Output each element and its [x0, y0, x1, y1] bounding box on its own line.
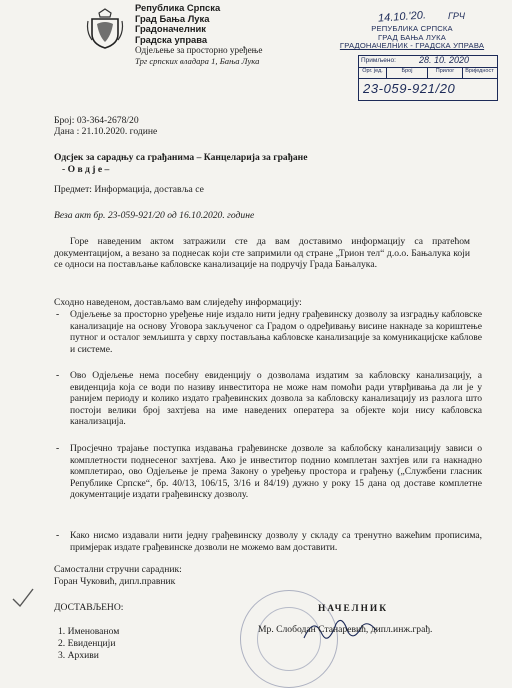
list-item-text: Како нисмо издавали нити једну грађевинску дозволу у складу са тренутно важећим прописима, примјерак издате грађевинске дозволи не можемо вам доставити.	[70, 530, 482, 553]
list-item-text: Одјељење за просторно уређење није издало нити једну грађевинску дозволу за изградњу кабловске канализације на основу Уговора закљученог са Градом о одређивању висине накнаде за кориштење путног и осталог земљишта у сврху постављања кабловске канализације за комуникацијске каблове и системе.	[70, 309, 482, 355]
stamp-header	[326, 25, 498, 51]
letterhead-department: Одјељење за просторно уређење	[135, 45, 263, 56]
letterhead-address: Трг српских владара 1, Бања Лука	[135, 55, 260, 66]
document-date: Дана : 21.10.2020. године	[54, 126, 158, 137]
stamp-republic: РЕПУБЛИКА СРПСКА	[371, 24, 453, 33]
recipient-item: 3. Архиви	[58, 650, 99, 661]
recipient-here: - О в д ј е –	[62, 164, 110, 175]
stamp-city: ГРАД БАЊА ЛУКА	[377, 32, 447, 42]
list-item-text: Ово Одјељење нема посебну евиденцију о дозволама издатим за кабловску канализацију, а евиденција која се води по називу инвеститора не може нам помоћи ради утврђивања да ли је у ранијем периоду и колико издато грађевинских дозвола за кабловску канализацију из разлога што постоји велики број захтјева на име наведених оператера за објекте који нису кабловска канализација.	[70, 370, 482, 427]
recipient-department: Одсјек за сарадњу са грађанима – Канцеларија за грађане	[54, 152, 308, 163]
letterhead-republic: Република Српска	[135, 2, 221, 13]
letterhead-administration: Градска управа	[135, 33, 208, 45]
list-item: - Ово Одјељење нема посебну евиденцију о дозволама издатим за кабловску канализацију, а евиденција која се води по називу инвеститора не може нам помоћи ради утврђивања да ли је у ранијем периоду и колико издато грађевинских дозвола за кабловску канализацију из разлога што постоји велики број захтјева на име наведених оператера за објекте који нису кабловска канализација.	[56, 370, 482, 427]
checkmark-icon	[10, 585, 36, 611]
receipt-stamp	[326, 11, 498, 99]
coat-of-arms-icon	[86, 6, 124, 50]
stamp-received-date: 28. 10. 2020	[419, 55, 470, 65]
stamp-col-attach: Прилог	[428, 68, 463, 78]
stamp-grid	[358, 55, 498, 101]
recipient-item: 2. Евиденцији	[58, 638, 116, 649]
stamp-registration-number: 23-059-921/20	[363, 81, 456, 96]
stamp-received-label: Примљено:	[361, 57, 396, 64]
chief-title: НАЧЕЛНИК	[318, 604, 389, 614]
intro-paragraph: Горе наведеним актом затражили сте да вам доставимо информацију са пратећом документацијом, а везано за поднесак који сте запримили од стране „Трион тел“ д.о.о. Бањалука који се односи на постављање кабловске канализације на подручју Града Бањалука.	[54, 236, 470, 271]
letterhead-city: Град Бања Лука	[135, 12, 210, 24]
stamp-col-value: Вриједност	[465, 68, 494, 74]
list-item: - Како нисмо издавали нити једну грађевинску дозволу у складу са тренутно важећим прописима, примјерак издате грађевинске дозволи не можемо вам доставити.	[56, 530, 482, 553]
stamp-administration: ГРАДОНАЧЕЛНИК - ГРАДСКА УПРАВА	[339, 41, 485, 51]
list-item: - Одјељење за просторно уређење није издало нити једну грађевинску дозволу за изградњу кабловске канализације на основу Уговора закљученог са Градом о одређивању висине накнаде за кориштење путног и осталог земљишта у сврху постављања кабловске канализације за комуникацијске каблове и системе.	[56, 309, 482, 355]
chief-name: Мр. Слободан Станаревић, дипл.инж.грађ.	[258, 624, 433, 635]
reference-line: Веза акт бр. 23-059-921/20 од 16.10.2020. године	[54, 210, 255, 221]
lead-sentence: Сходно наведеном, достављамо вам слиједећу информацију:	[54, 297, 302, 308]
letterhead	[135, 3, 262, 67]
stamp-received-row	[359, 56, 497, 68]
letterhead-mayor: Градоначелник	[135, 23, 206, 35]
advisor-name: Горан Чуковић, дипл.правник	[54, 576, 176, 587]
stamp-number-row	[359, 79, 497, 99]
stamp-col-org: Орг. јед.	[359, 68, 387, 78]
recipient-item: 1. Именованом	[58, 626, 120, 637]
delivered-heading: ДОСТАВЉЕНО:	[54, 602, 124, 613]
advisor-label: Самостални стручни сарадник:	[54, 564, 182, 575]
list-item-text: Просјечно трајање поступка издавања грађевинске дозволе за каблобску канализацију зависи о комплетности поднесеног захтјева. Ако је инвеститор поднио комплетан захтјев или га накнадно комплетирао, ово Одјељење је према Закону о уређењу простора и грађењу („Службени гласник Републике Српске“, бр. 40/13, 106/15, 3/16 и 84/19) дужно у року 15 дана од доставе комплетне документације издати грађевинску дозволу.	[70, 443, 482, 500]
document-number: Број: 03-364-2678/20	[54, 115, 139, 126]
list-item: - Просјечно трајање поступка издавања грађевинске дозволе за каблобску канализацију зависи о комплетности поднесеног захтјева. Ако је инвеститор поднио комплетан захтјев или га накнадно комплетирао, ово Одјељење је према Закону о уређењу простора и грађењу („Службени гласник Републике Српске“, бр. 40/13, 106/15, 3/16 и 84/19) дужно у року 15 дана од доставе комплетне документације издати грађевинску дозволу.	[56, 443, 482, 500]
subject-line: Предмет: Информација, доставља се	[54, 184, 204, 195]
stamp-columns-row	[359, 68, 497, 79]
stamp-handwritten-date: 14.10.'20.	[377, 9, 427, 25]
stamp-col-class: Број	[387, 68, 428, 78]
stamp-handwritten-initials: ГРЧ	[448, 11, 465, 21]
